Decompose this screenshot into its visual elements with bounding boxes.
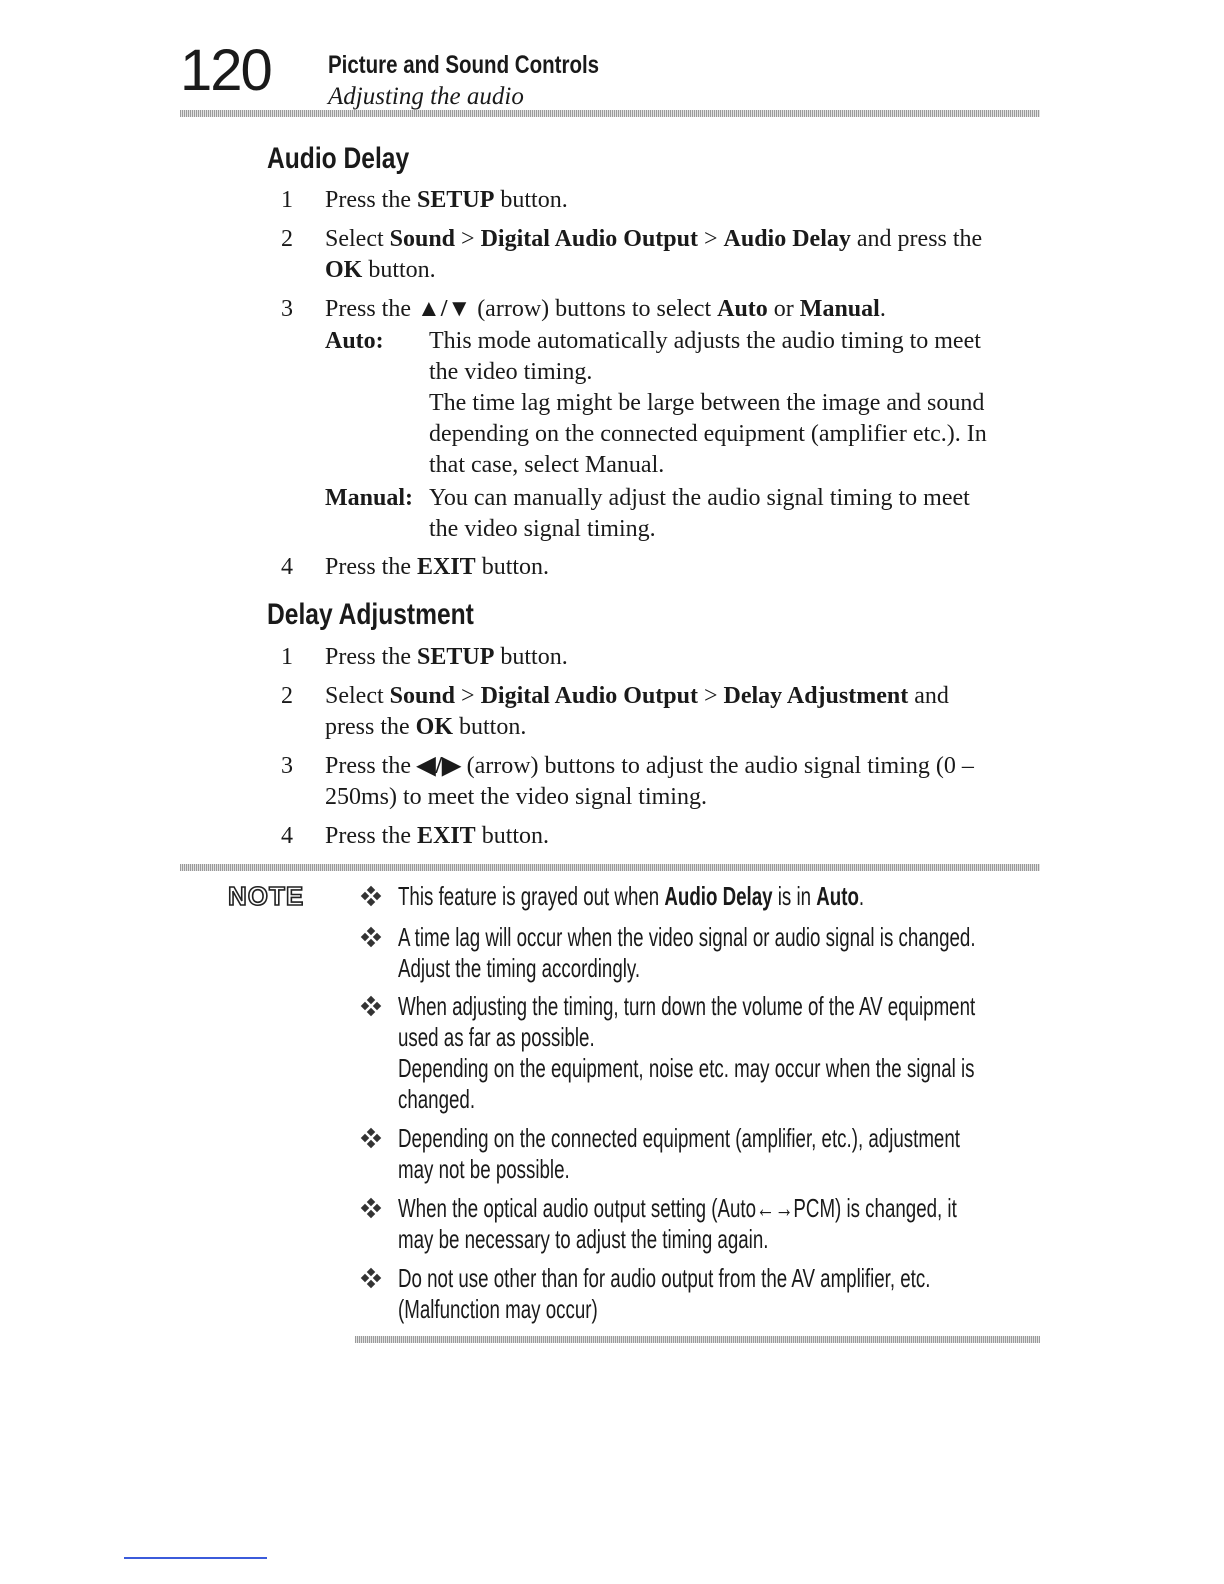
section-subtitle: Adjusting the audio [328,83,524,110]
diamond-bullet-icon [360,1197,382,1219]
step-number: 1 [281,187,293,213]
step-text: Select Sound > Digital Audio Output > Delay Adjustment and press the OK button. [325,683,949,740]
chapter-title: Picture and Sound Controls [328,51,600,79]
step-text: Press the ▲/▼ (arrow) buttons to select Auto or Manual. [325,296,886,322]
step-text: Press the ◀/▶ (arrow) buttons to adjust the audio signal timing (0 – 250ms) to meet the video signal timing. [325,753,974,810]
step-number: 4 [281,554,293,580]
diamond-bullet-icon [360,926,382,948]
step-number: 3 [281,296,293,322]
audio-delay-heading: Audio Delay [267,142,410,175]
step-number: 2 [281,683,293,709]
note-label: NOTE [228,881,305,911]
note-top-rule [180,864,1040,871]
step-text: Press the EXIT button. [325,823,550,849]
header-rule [180,110,1040,117]
step-text: Press the SETUP button. [325,644,568,670]
option-term-auto: Auto: [325,328,384,354]
page-number: 120 [180,38,271,103]
step-text: Press the EXIT button. [325,554,550,580]
option-desc-manual: You can manually adjust the audio signal timing to meet the video signal timing. [429,485,970,542]
diamond-bullet-icon [360,995,382,1017]
step-text: Select Sound > Digital Audio Output > Audio Delay and press the OK button. [325,226,983,283]
step-number: 4 [281,823,293,849]
option-desc-auto: This mode automatically adjusts the audio timing to meet the video timing. The time lag might be large between the image and sound depending on the connected equipment (amplifier etc.). In that case, select Manual. [429,328,987,478]
note-bottom-rule [355,1336,1040,1343]
delay-adjustment-heading: Delay Adjustment [267,598,474,631]
step-number: 1 [281,644,293,670]
diamond-bullet-icon [360,1267,382,1289]
option-term-manual: Manual: [325,485,414,511]
diamond-bullet-icon [360,885,382,907]
step-text: Press the SETUP button. [325,187,568,213]
step-number: 2 [281,226,293,252]
footer-line [124,1557,267,1559]
diamond-bullet-icon [360,1127,382,1149]
step-number: 3 [281,753,293,779]
